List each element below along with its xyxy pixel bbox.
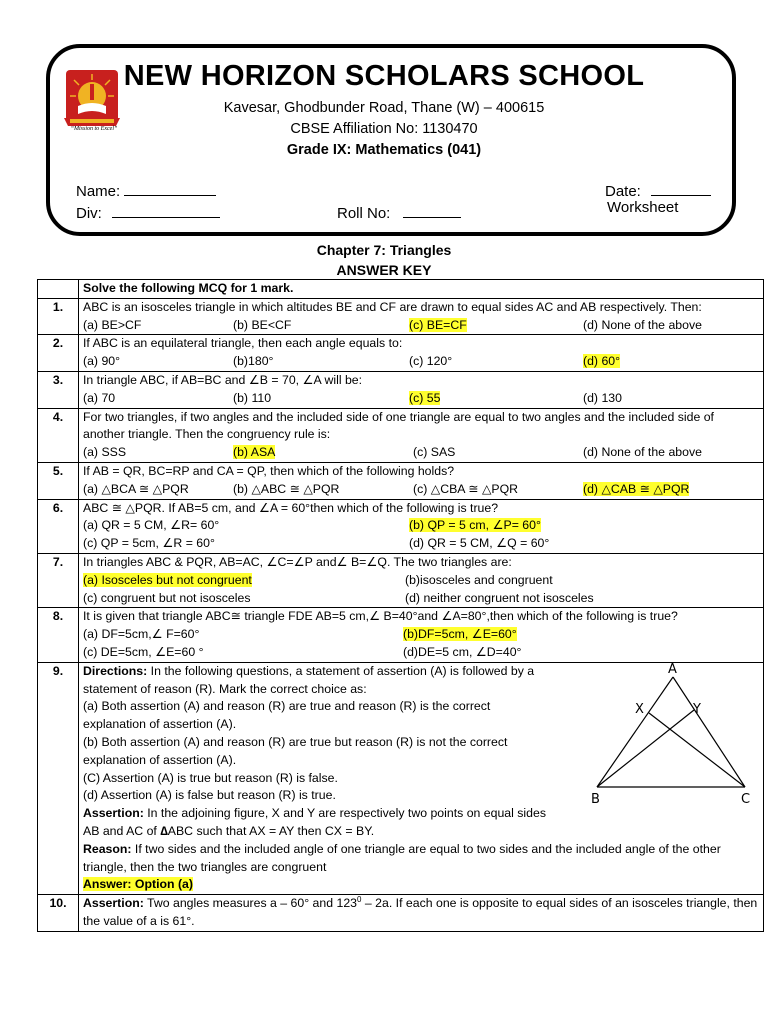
assertion-text-2: ABC such that AX = AY then CX = BY.: [167, 823, 375, 838]
div-label: Div:: [76, 205, 102, 222]
option-a: (a) DF=5cm,∠ F=60°: [83, 627, 200, 642]
question-row: [38, 371, 764, 408]
question-number: 6.: [38, 499, 79, 553]
options: [83, 572, 759, 590]
question-row: [38, 462, 764, 499]
question-number: 10.: [38, 895, 79, 932]
option-d: (d) QR = 5 CM, ∠Q = 60°: [409, 536, 550, 551]
question-number: 8.: [38, 608, 79, 662]
instruction-row: [38, 280, 764, 299]
option-c: (c) 120°: [409, 354, 453, 369]
option-c: (c) QP = 5cm, ∠R = 60°: [83, 536, 215, 551]
choice-d: (d) Assertion (A) is false but reason (R) is true.: [83, 788, 336, 803]
date-blank: [651, 181, 711, 196]
date-label: Date:: [605, 183, 641, 200]
options: [83, 353, 759, 371]
question-text: ABC ≅ △PQR. If AB=5 cm, and ∠A = 60°then which of the following is true?: [83, 500, 499, 515]
reason: [83, 841, 759, 877]
question-text: In triangle ABC, if AB=BC and ∠B = 70, ∠A will be:: [83, 372, 363, 387]
options: [83, 317, 759, 335]
option-d: (d) None of the above: [583, 317, 702, 332]
option-c: (c) congruent but not isosceles: [83, 590, 251, 605]
options: [83, 444, 759, 462]
option-b: (b)180°: [233, 354, 274, 369]
question-row: [38, 335, 764, 372]
option-c: (c) DE=5cm, ∠E=60 °: [83, 644, 204, 659]
option-a: (a) QR = 5 CM, ∠R= 60°: [83, 518, 220, 533]
question-row: [38, 608, 764, 662]
option-d: (d) 130: [583, 390, 622, 405]
question-row: [38, 499, 764, 553]
question-number: 7.: [38, 553, 79, 607]
directions: [83, 663, 543, 699]
name-label: Name:: [76, 183, 121, 200]
question-number: 5.: [38, 462, 79, 499]
name-field: [76, 181, 216, 200]
question-row: [38, 553, 764, 607]
question-number: 4.: [38, 408, 79, 462]
options: [83, 535, 759, 553]
div-blank: [112, 203, 220, 218]
school-motto: “Mission to Excel”: [70, 126, 118, 132]
figure-label-x: X: [635, 701, 644, 717]
option-c-correct: (c) 55: [409, 390, 441, 405]
div-field: [76, 203, 220, 222]
instruction-text: Solve the following MCQ for 1 mark.: [79, 280, 764, 299]
assertion-text-2: – 2a. If each one is opposite to equal sides of an isosceles triangle, then the value of a is 61°.: [83, 896, 758, 928]
question-row: [38, 298, 764, 335]
options: [83, 481, 759, 499]
choice-a: (a) Both assertion (A) and reason (R) are true and reason (R) is the correct explanation of assertion (A).: [83, 699, 491, 732]
assertion: [83, 895, 759, 931]
roll-blank: [403, 203, 461, 218]
option-a: (a) SSS: [83, 445, 127, 460]
option-b-correct: (b) QP = 5 cm, ∠P= 60°: [409, 518, 541, 533]
figure-label-b: B: [591, 791, 600, 807]
affiliation: CBSE Affiliation No: 1130470: [290, 121, 478, 137]
option-d-correct: (d) △CAB ≅ △PQR: [583, 481, 690, 496]
figure-label-y: Y: [693, 701, 701, 717]
mcq-table: [37, 279, 764, 932]
question-text: ABC is an isosceles triangle in which altitudes BE and CF are drawn to equal sides AC and AB respectively. Then:: [83, 299, 702, 314]
assertion-label: Assertion:: [83, 806, 144, 821]
options: [83, 390, 759, 408]
roll-field: [337, 203, 461, 222]
assertion-text: Two angles measures a – 60° and 123: [143, 896, 358, 911]
option-d: (d) None of the above: [583, 445, 702, 460]
question-text: In triangles ABC & PQR, AB=AC, ∠C=∠P and∠ B=∠Q. The two triangles are:: [83, 554, 512, 569]
options: [83, 590, 759, 608]
option-b: (b) 110: [233, 390, 272, 405]
assertion-label: Assertion:: [83, 896, 144, 911]
answer: Answer: Option (a): [83, 877, 193, 892]
option-a-correct: (a) Isosceles but not congruent: [83, 572, 252, 587]
superscript: 0: [357, 895, 362, 904]
option-b: (b)isosceles and congruent: [405, 572, 553, 587]
school-address: Kavesar, Ghodbunder Road, Thane (W) – 400615: [223, 100, 545, 116]
question-row: [38, 895, 764, 932]
assertion: [83, 805, 563, 841]
question-number: 1.: [38, 298, 79, 335]
date-field: [605, 181, 711, 200]
choice-c: (C) Assertion (A) is true but reason (R) is false.: [83, 770, 338, 785]
question-row: [38, 408, 764, 462]
choice-b: (b) Both assertion (A) and reason (R) are true but reason (R) is not the correct explanation of assertion (A).: [83, 734, 508, 767]
option-d-correct: (d) 60°: [583, 354, 621, 369]
option-c: (c) △CBA ≅ △PQR: [413, 481, 519, 496]
chapter-title: Chapter 7: Triangles: [316, 242, 452, 258]
option-d: (d)DE=5 cm, ∠D=40°: [403, 644, 522, 659]
options: [83, 626, 759, 644]
delta-symbol: ∆: [160, 823, 168, 838]
directions-label: Directions:: [83, 663, 148, 678]
options: [83, 644, 759, 662]
question-number: 9.: [38, 662, 79, 894]
option-b-correct: (b)DF=5cm, ∠E=60°: [403, 627, 517, 642]
question-row: [38, 662, 764, 894]
triangle-figure: [585, 663, 757, 811]
option-b: (b) △ABC ≅ △PQR: [233, 481, 340, 496]
question-text: It is given that triangle ABC≅ triangle FDE AB=5 cm,∠ B=40°and ∠A=80°,then which of the following is true?: [83, 609, 678, 624]
directions-text: In the following questions, a statement of assertion (A) is followed by a statement of reason (R). Mark the correct choice as:: [83, 663, 535, 696]
school-name: NEW HORIZON SCHOLARS SCHOOL: [123, 60, 645, 92]
option-c-correct: (c) BE=CF: [409, 317, 467, 332]
option-c: (c) SAS: [413, 445, 456, 460]
reason-text: If two sides and the included angle of one triangle are equal to two sides and the included angle of the other triangle, then the two triangles are congruent: [83, 841, 721, 874]
option-a: (a) △BCA ≅ △PQR: [83, 481, 189, 496]
reason-label: Reason:: [83, 841, 132, 856]
question-text: If ABC is an equilateral triangle, then each angle equals to:: [83, 336, 403, 351]
answer-key-title: ANSWER KEY: [336, 262, 432, 278]
option-d: (d) neither congruent not isosceles: [405, 590, 594, 605]
question-number: 2.: [38, 335, 79, 372]
figure-label-c: C: [741, 791, 751, 807]
option-a: (a) BE>CF: [83, 317, 142, 332]
option-a: (a) 70: [83, 390, 116, 405]
grade-subject: Grade IX: Mathematics (041): [286, 142, 482, 158]
name-blank: [124, 181, 216, 196]
option-a: (a) 90°: [83, 354, 121, 369]
roll-label: Roll No:: [337, 205, 391, 222]
option-b: (b) BE<CF: [233, 317, 292, 332]
options: [83, 517, 759, 535]
question-text: If AB = QR, BC=RP and CA = QP, then which of the following holds?: [83, 463, 455, 478]
option-b-correct: (b) ASA: [233, 445, 276, 460]
figure-label-a: A: [668, 662, 677, 677]
question-text: For two triangles, if two angles and the included side of one triangle are equal to two angles and the included side of another triangle. Then the congruency rule is:: [83, 409, 714, 442]
worksheet-label: Worksheet: [607, 199, 679, 216]
assertion-text: In the adjoining figure, X and Y are respectively two points on equal sides AB and AC of: [83, 806, 546, 838]
question-number: 3.: [38, 371, 79, 408]
